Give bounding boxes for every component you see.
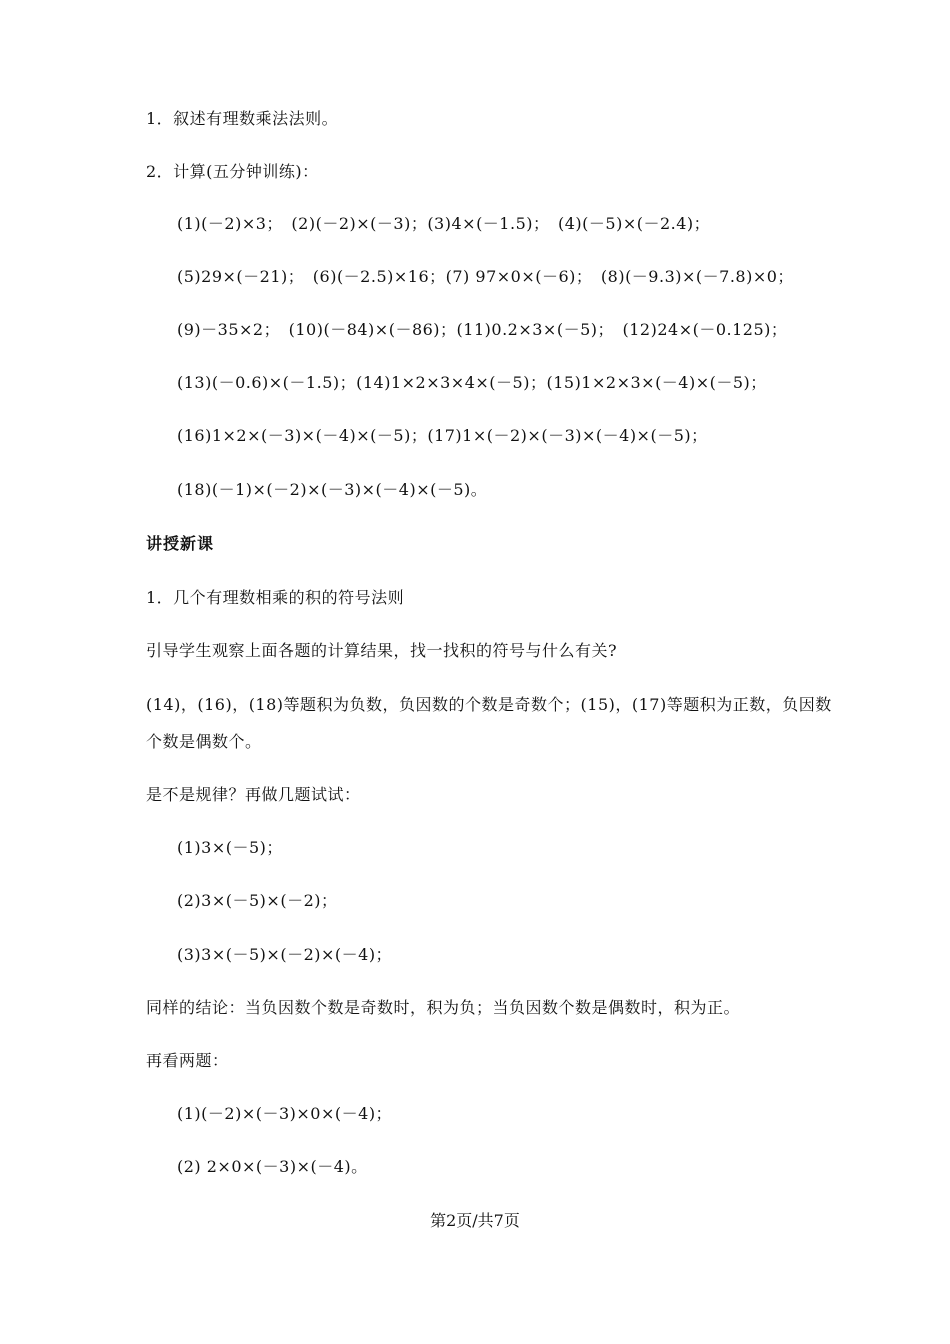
review-question-2: 2．计算(五分钟训练)： — [146, 162, 319, 181]
more-item: (2) 2×0×(－3)×(－4)。 — [177, 1157, 368, 1176]
exercise-line: (13)(－0.6)×(－1.5)；(14)1×2×3×4×(－5)；(15)1×2×3×(－4)×(－5)； — [177, 373, 767, 392]
review-question-1: 1．叙述有理数乘法法则。 — [146, 109, 339, 128]
section-heading: 讲授新课 — [146, 534, 215, 553]
guide-paragraph: 引导学生观察上面各题的计算结果，找一找积的符号与什么有关? — [146, 641, 618, 660]
section1-title: 1．几个有理数相乘的积的符号法则 — [146, 588, 405, 607]
try-item: (1)3×(－5)； — [177, 838, 283, 857]
try-item: (3)3×(－5)×(－2)×(－4)； — [177, 945, 393, 964]
question-line: 是不是规律？再做几题试试： — [146, 785, 361, 804]
observation-line-1: (14)，(16)，(18)等题积为负数，负因数的个数是奇数个；(15)，(17)等题积为正数，负因数 — [146, 695, 832, 714]
exercise-line: (5)29×(－21)； (6)(－2.5)×16；(7) 97×0×(－6)； (8)(－9.3)×(－7.8)×0； — [177, 267, 794, 286]
exercise-line: (18)(－1)×(－2)×(－3)×(－4)×(－5)。 — [177, 480, 488, 499]
page-number: 第2页/共7页 — [430, 1211, 520, 1230]
exercise-line: (16)1×2×(－3)×(－4)×(－5)；(17)1×(－2)×(－3)×(－4)×(－5)； — [177, 426, 708, 445]
conclusion-line: 同样的结论：当负因数个数是奇数时，积为负；当负因数个数是偶数时，积为正。 — [146, 998, 741, 1017]
exercise-line: (1)(－2)×3； (2)(－2)×(－3)；(3)4×(－1.5)； (4)(－5)×(－2.4)； — [177, 214, 711, 233]
more-item: (1)(－2)×(－3)×0×(－4)； — [177, 1104, 393, 1123]
observation-line-2: 个数是偶数个。 — [146, 732, 262, 751]
exercise-line: (9)－35×2； (10)(－84)×(－86)；(11)0.2×3×(－5)； (12)24×(－0.125)； — [177, 320, 788, 339]
try-item: (2)3×(－5)×(－2)； — [177, 891, 338, 910]
more-heading: 再看两题： — [146, 1051, 229, 1070]
